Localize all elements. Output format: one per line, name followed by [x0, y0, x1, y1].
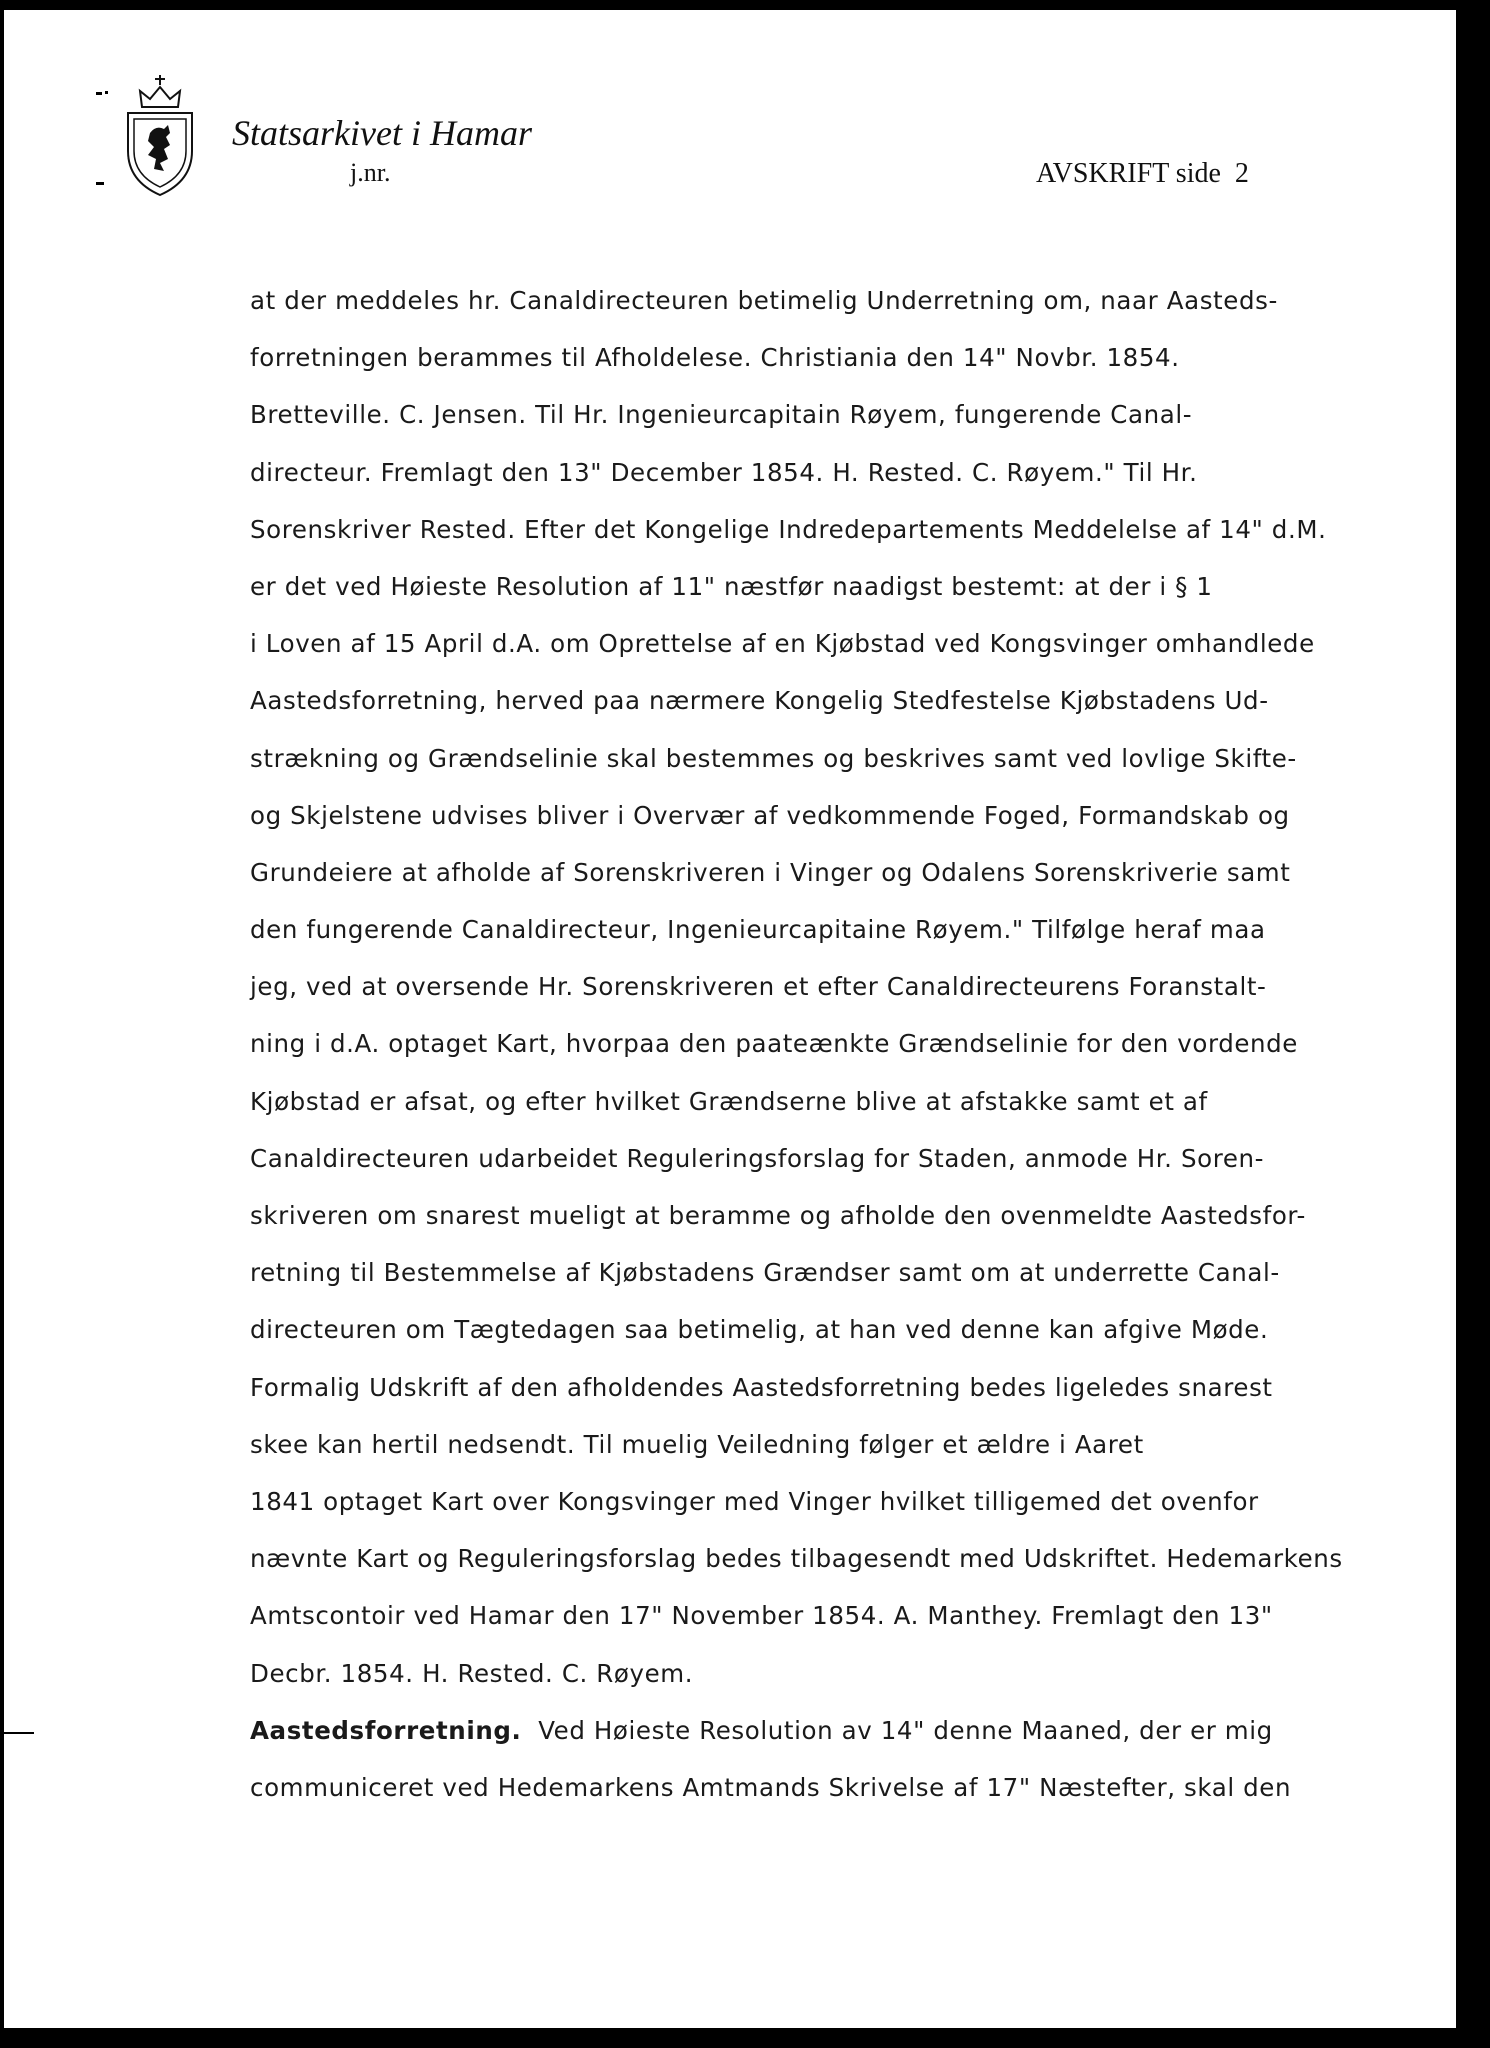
text-line: og Skjelstene udvises bliver i Overvær af vedkommende Foged, Formandskab og	[250, 800, 1290, 830]
scan-mark-left	[96, 182, 104, 185]
section-heading-continuation: Ved Høieste Resolution av 14" denne Maaned, der er mig	[521, 1715, 1273, 1745]
text-line: den fungerende Canaldirecteur, Ingenieurcapitaine Røyem." Tilfølge heraf maa	[250, 915, 1266, 945]
text-line: Kjøbstad er afsat, og efter hvilket Grændserne blive at afstakke samt et af	[250, 1086, 1208, 1116]
text-line: communiceret ved Hedemarkens Amtmands Skrivelse af 17" Næstefter, skal den	[250, 1772, 1292, 1802]
coat-of-arms-icon	[120, 73, 200, 199]
text-line: skriveren om snarest mueligt at beramme og afholde den ovenmeldte Aastedsfor-	[250, 1201, 1306, 1230]
text-line: skee kan hertil nedsendt. Til muelig Veiledning følger et ældre i Aaret	[250, 1429, 1144, 1459]
scan-border-right	[1456, 0, 1490, 2048]
text-line: at der meddeles hr. Canaldirecteuren betimelig Underretning om, naar Aasteds-	[250, 286, 1278, 315]
text-line: ning i d.A. optaget Kart, hvorpaa den paateænkte Grændselinie for den vordende	[250, 1029, 1298, 1059]
text-line: Sorenskriver Rested. Efter det Kongelige Indredepartements Meddelelse af 14" d.M.	[250, 514, 1327, 544]
section-heading-line	[250, 1702, 1450, 1759]
text-line: jeg, ved at oversende Hr. Sorenskriveren et efter Canaldirecteurens Foranstalt-	[250, 972, 1267, 1002]
page-number: 2	[1234, 158, 1249, 189]
text-line: retning til Bestemmelse af Kjøbstadens Grændser samt om at underrette Canal-	[250, 1258, 1280, 1288]
section-heading: Aastedsforretning.	[250, 1715, 522, 1745]
scan-mark-top-left	[96, 92, 102, 95]
text-line: nævnte Kart og Reguleringsforslag bedes tilbagesendt med Udskriftet. Hedemarkens	[250, 1544, 1343, 1574]
text-line: Formalig Udskrift af den afholdendes Aastedsforretning bedes ligeledes snarest	[250, 1372, 1273, 1402]
text-line: i Loven af 15 April d.A. om Oprettelse af en Kjøbstad ved Kongsvinger omhandlede	[250, 629, 1315, 659]
text-line: Decbr. 1854. H. Rested. C. Røyem.	[250, 1658, 694, 1688]
text-line: forretningen berammes til Afholdelese. Christiania den 14" Novbr. 1854.	[250, 343, 1180, 373]
text-line: strækning og Grændselinie skal bestemmes og beskrives samt ved lovlige Skifte-	[250, 743, 1297, 773]
copy-page-label	[1036, 158, 1249, 190]
scan-mark-top-left-dot	[105, 91, 108, 94]
text-line: 1841 optaget Kart over Kongsvinger med Vinger hvilket tilligemed det ovenfor	[250, 1486, 1259, 1516]
text-line: directeuren om Tægtedagen saa betimelig, at han ved denne kan afgive Møde.	[250, 1315, 1269, 1345]
text-line: er det ved Høieste Resolution af 11" næstfør naadigst bestemt: at der i § 1	[250, 571, 1213, 601]
text-line: Canaldirecteuren udarbeidet Reguleringsforslag for Staden, anmode Hr. Soren-	[250, 1143, 1265, 1173]
text-line: Bretteville. C. Jensen. Til Hr. Ingenieurcapitain Røyem, fungerende Canal-	[250, 400, 1193, 430]
text-line: Amtscontoir ved Hamar den 17" November 1854. A. Manthey. Fremlagt den 13"	[250, 1601, 1273, 1631]
text-line: Aastedsforretning, herved paa nærmere Kongelig Stedfestelse Kjøbstadens Ud-	[250, 686, 1269, 716]
archive-name: Statsarkivet i Hamar	[232, 113, 532, 153]
text-line: Grundeiere at afholde af Sorenskriveren i Vinger og Odalens Sorenskriverie samt	[250, 857, 1291, 887]
journal-number-label: j.nr.	[350, 158, 391, 187]
scan-mark-margin	[0, 1732, 34, 1734]
text-line: directeur. Fremlagt den 13" December 1854. H. Rested. C. Røyem." Til Hr.	[250, 457, 1198, 487]
transcription-text	[250, 272, 1450, 1816]
copy-label: AVSKRIFT side	[1036, 158, 1221, 189]
